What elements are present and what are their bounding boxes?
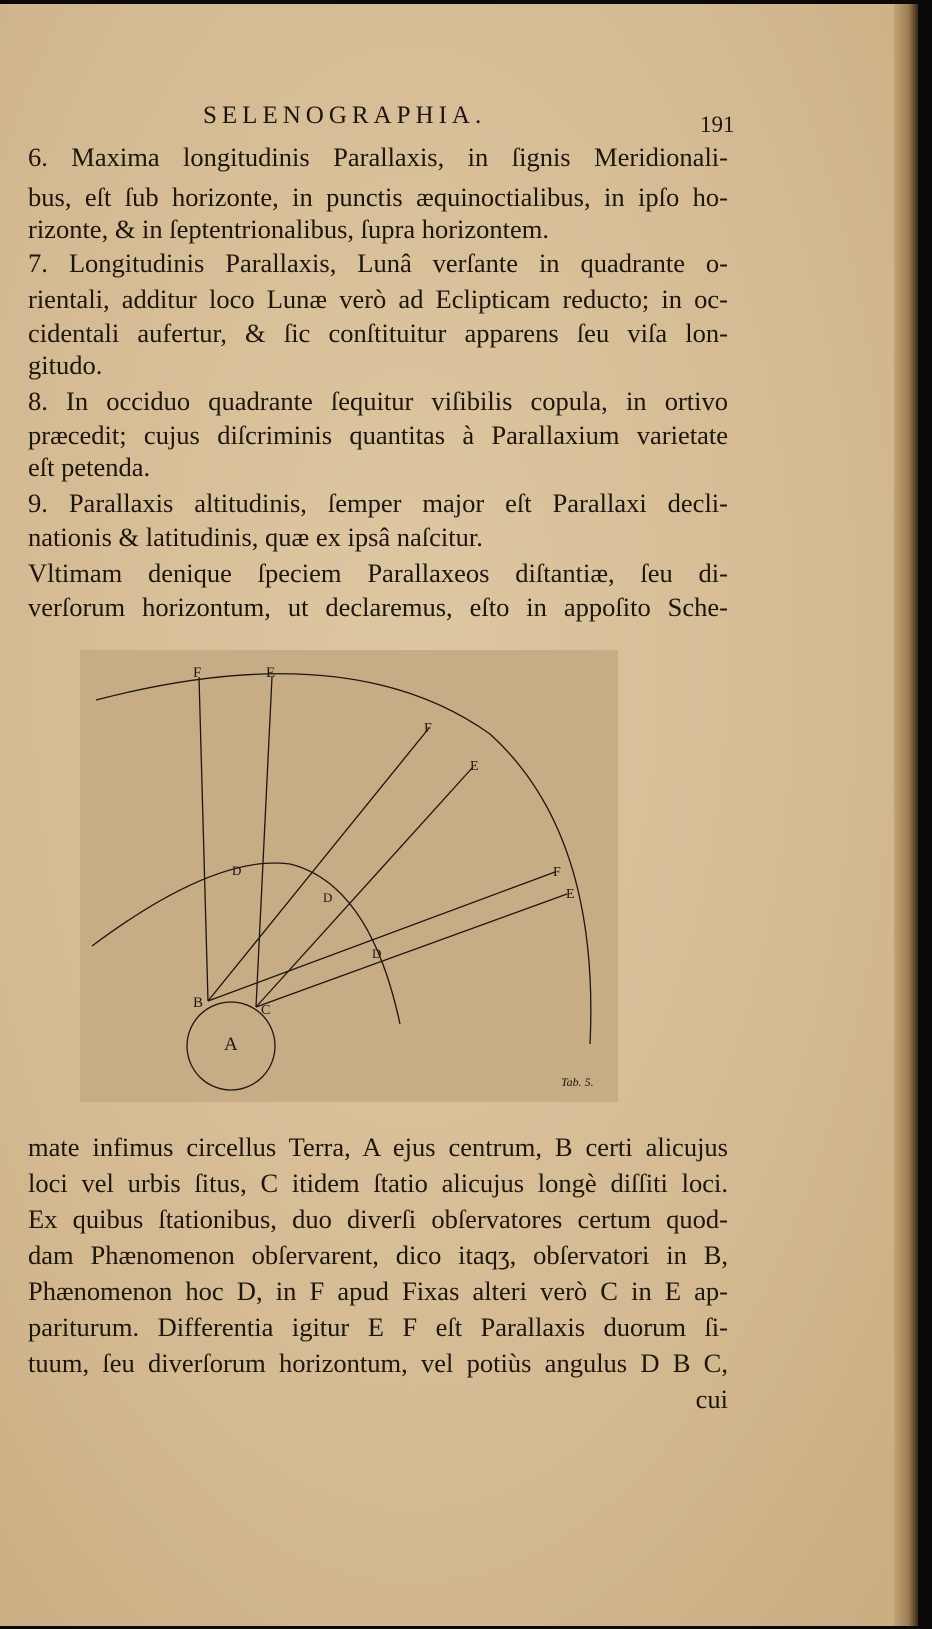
text-line: gitudo.	[28, 350, 103, 380]
label-f-low: F	[553, 865, 561, 880]
text-line: nationis & latitudinis, quæ ex ipsâ naſcitur.	[28, 522, 483, 552]
catchword: cui	[695, 1384, 728, 1414]
text-line: Phænomenon hoc D, in F apud Fixas alteri verò C in E ap-	[28, 1276, 728, 1306]
running-title: SELENOGRAPHIA.	[203, 102, 487, 129]
text-line: 6. Maxima longitudinis Parallaxis, in ſignis Meridionali-	[28, 142, 728, 172]
text-line: tuum, ſeu diverſorum horizontum, vel potiùs angulus D B C,	[28, 1348, 728, 1378]
text-line: cidentali aufertur, & ſic conſtituitur apparens ſeu viſa lon-	[28, 318, 728, 348]
label-c: C	[261, 1003, 271, 1018]
text-line: 9. Parallaxis altitudinis, ſemper major eſt Parallaxi decli-	[28, 488, 728, 518]
text-line: eſt petenda.	[28, 452, 151, 482]
text-line: 8. In occiduo quadrante ſequitur viſibilis copula, in ortivo	[28, 386, 728, 416]
text-line: Vltimam denique ſpeciem Parallaxeos diſtantiæ, ſeu di-	[28, 558, 728, 588]
page-number: 191	[700, 112, 735, 137]
inner-arc	[92, 863, 400, 1024]
text-line: 7. Longitudinis Parallaxis, Lunâ verſante in quadrante o-	[28, 248, 728, 278]
text-line: verſorum horizontum, ut declaremus, eſto in appoſito Sche-	[28, 592, 728, 622]
label-d-1: D	[232, 863, 242, 878]
outer-arc	[96, 674, 591, 1044]
text-line: dam Phænomenon obſervarent, dico itaqʒ, obſervatori in B,	[28, 1240, 728, 1270]
label-d-3: D	[372, 946, 382, 961]
text-line: bus, eſt ſub horizonte, in punctis æquinoctialibus, in ipſo ho-	[28, 182, 728, 212]
parallax-diagram	[0, 4, 918, 1626]
label-a: A	[224, 1034, 238, 1055]
label-b: B	[193, 995, 204, 1011]
text-line: pariturum. Differentia igitur E F eſt Parallaxis duorum ſi-	[28, 1312, 728, 1342]
text-line: Ex quibus ſtationibus, duo diverſi obſervatores certum quod-	[28, 1204, 728, 1234]
line-b-f	[199, 677, 208, 1001]
label-e-mid: E	[470, 759, 479, 774]
plate-mark: Tab. 5.	[561, 1075, 594, 1089]
label-e-top: E	[266, 665, 276, 681]
text-line: præcedit; cujus diſcriminis quantitas à Parallaxium varietate	[28, 420, 728, 450]
label-f-mid: F	[424, 721, 432, 736]
text-line: loci vel urbis ſitus, C itidem ſtatio alicujus longè diſſiti loci.	[28, 1168, 728, 1198]
text-line: mate infimus circellus Terra, A ejus centrum, B certi alicujus	[28, 1132, 728, 1162]
line-c-e3	[256, 894, 567, 1007]
text-line: rizonte, & in ſeptentrionalibus, ſupra horizontem.	[28, 214, 550, 244]
label-e-low: E	[566, 887, 575, 902]
label-d-2: D	[323, 890, 333, 905]
line-c-e	[256, 677, 272, 1007]
text-line: rientali, additur loco Lunæ verò ad Eclipticam reducto; in oc-	[28, 284, 728, 314]
book-page	[0, 4, 918, 1626]
label-f-top: F	[193, 665, 202, 681]
